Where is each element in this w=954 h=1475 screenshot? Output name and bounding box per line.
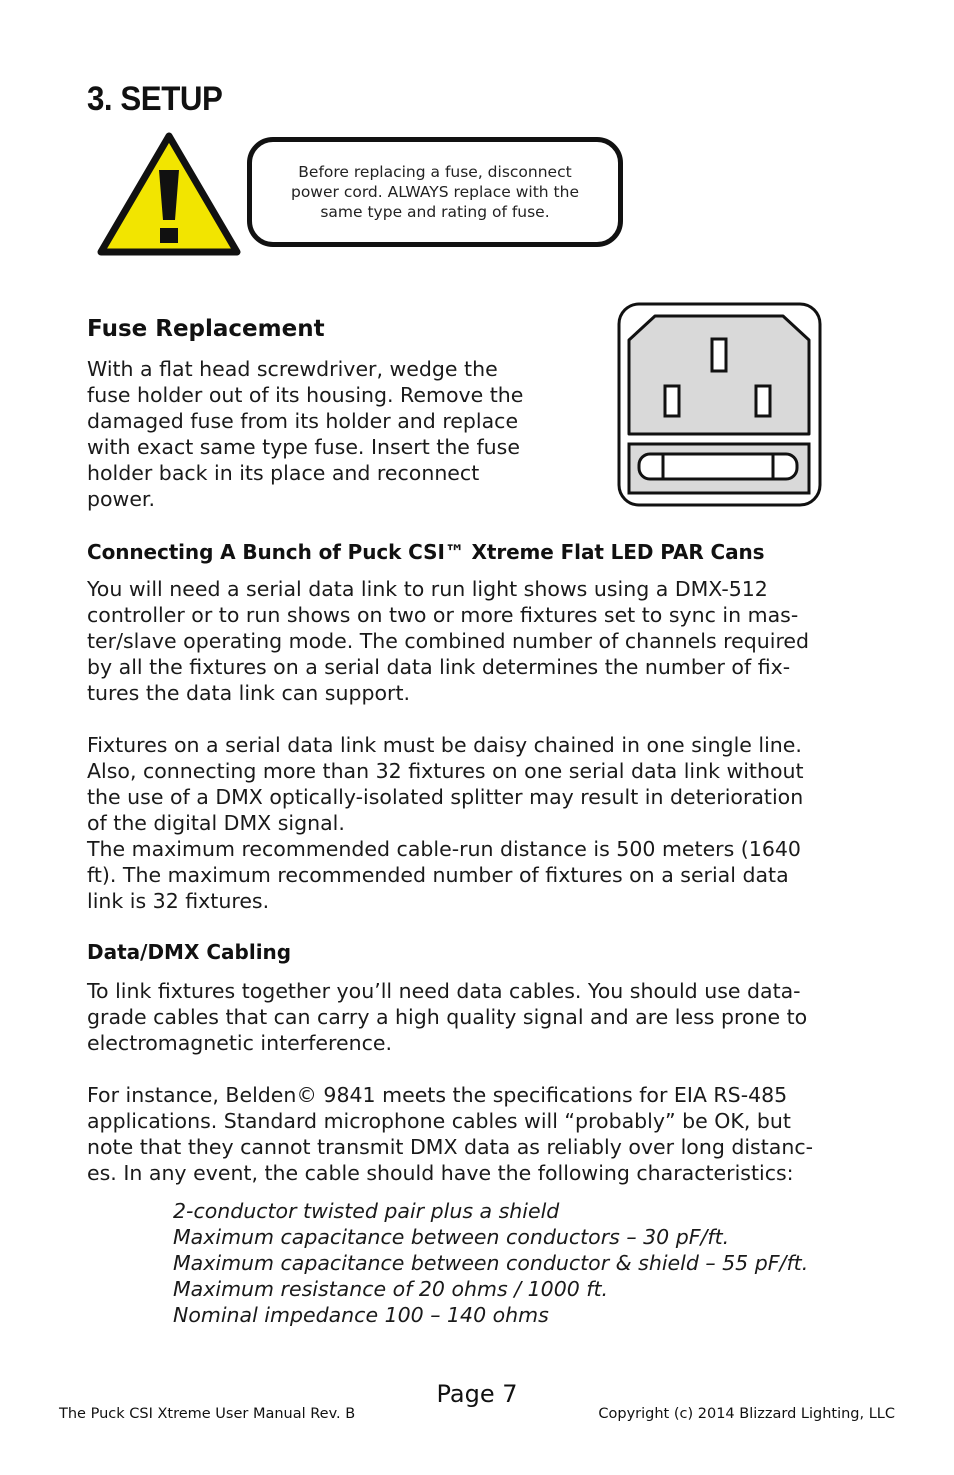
iec-power-socket-icon [617,302,822,507]
list-item: Nominal impedance 100 – 140 ohms [173,1303,549,1327]
warning-callout [247,137,623,247]
footer-manual-title: The Puck CSI Xtreme User Manual Rev. B [59,1406,356,1422]
list-item: 2-conductor twisted pair plus a shield [173,1199,560,1223]
connecting-fixtures-heading: Connecting A Bunch of Puck CSI™ Xtreme Flat LED PAR Cans [87,540,765,564]
page-number: Page 7 [436,1380,518,1408]
list-item: Maximum capacitance between conductors – 30 pF/ft. [173,1225,730,1249]
fuse-replacement-heading: Fuse Replacement [87,316,325,342]
warning-text: Before replacing a fuse, disconnect power cord. ALWAYS replace with the same type and rating of fuse. [290,163,579,221]
list-item: Maximum resistance of 20 ohms / 1000 ft. [173,1277,609,1301]
connecting-fixtures-body: You will need a serial data link to run light shows using a DMX-512 controller or to run shows on two or more fixtures set to sync in mas- ter/slave operating mode. The combined number of channels required by all the fixtures on a serial data link determines the number of fix- tures the data link can support. Fixtures on a serial data link must be daisy chained in one single line. Also, connecting more than 32 fixtures on one serial data link without the use of a DMX optically-isolated splitter may result in deterioration of the digital DMX signal. The maximum recommended cable-run distance is 500 meters (1640 ft). The maximum recommended number of fixtures on a serial data link is 32 fixtures. [87,577,810,913]
page-title: 3. SETUP [87,80,223,118]
cable-characteristics-list [173,1198,808,1328]
dmx-cabling-heading: Data/DMX Cabling [87,940,292,964]
list-item: Maximum capacitance between conductor & shield – 55 pF/ft. [173,1251,809,1275]
dmx-cabling-body: To link fixtures together you’ll need data cables. You should use data- grade cables that can carry a high quality signal and are less prone to electromagnetic interference. For instance, Belden© 9841 meets the specifications for EIA RS-485 applications. Standard microphone cables will “probably” be OK, but note that they cannot transmit DMX data as reliably over long distanc- es. In any event, the cable should have the following characteristics: [87,979,813,1185]
warning-triangle-icon [97,130,241,258]
fuse-replacement-body: With a flat head screwdriver, wedge the fuse holder out of its housing. Remove the damaged fuse from its holder and replace with exact same type fuse. Insert the fuse holder back in its place and reconnect power. [87,357,524,511]
footer-copyright: Copyright (c) 2014 Blizzard Lighting, LLC [598,1406,895,1422]
